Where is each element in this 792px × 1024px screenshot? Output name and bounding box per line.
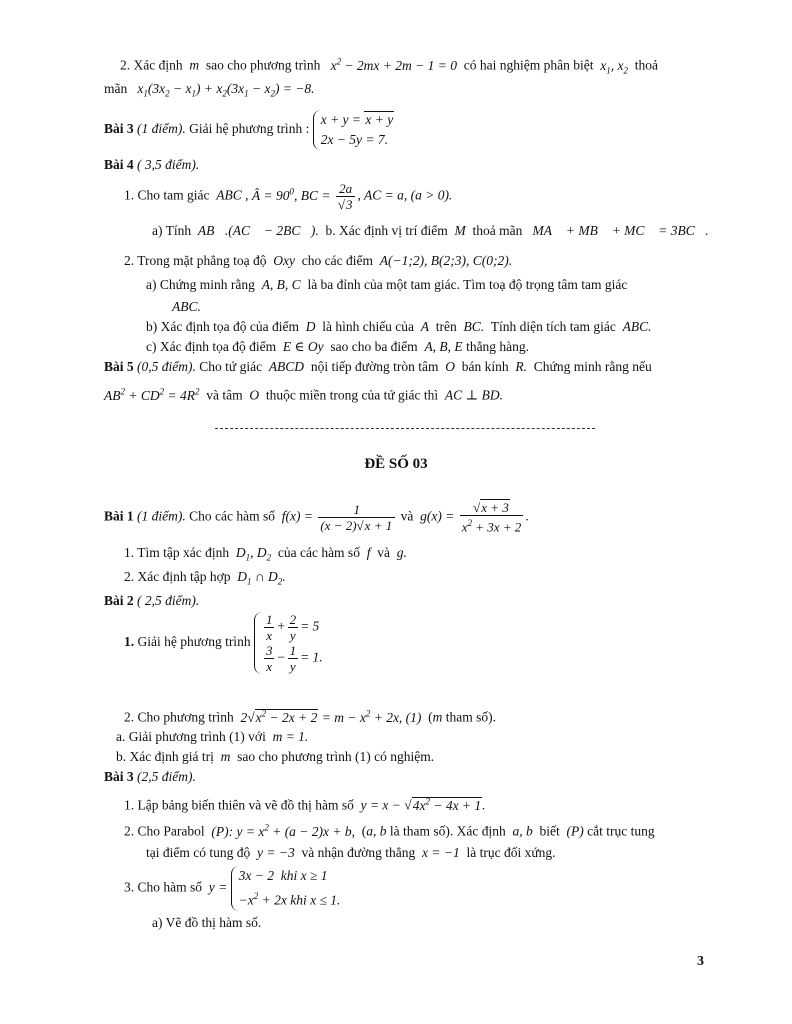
text: 1. Tìm tập xác định	[124, 545, 230, 560]
text: là tham số). Xác định	[389, 823, 506, 839]
q2-line2: mãn $x_1(3x_2 - x_1) + x_2(3x_1 - x_2) = -8$.	[104, 81, 315, 99]
text: a) Tính	[152, 223, 192, 238]
d2-a: a. Giải phương trình (1) với m = 1.	[116, 729, 309, 744]
text: và	[377, 545, 390, 560]
text: c) Xác định tọa độ điểm	[146, 339, 277, 354]
system-eq: $\frac{1}{x}$ + $\frac{2}{y}$ = 5 $\frac{3}{x}$ − $\frac{1}{y}$ = 1.	[254, 612, 323, 674]
system-eq: x + y = x + y 2x − 5y = 7.	[313, 110, 395, 150]
text: tham số).	[445, 709, 497, 725]
text: trên	[435, 319, 457, 334]
points: (1 điểm).	[137, 121, 186, 137]
d3-item3a	[152, 914, 261, 932]
text: Chứng minh rằng nếu	[533, 359, 652, 374]
text: a. Giải phương trình (1) với	[116, 729, 266, 744]
text: khi	[280, 868, 298, 883]
text: 3. Cho hàm số	[124, 879, 203, 895]
heading: Bài 4	[104, 157, 134, 172]
text: Giải hệ phương trình	[137, 634, 251, 650]
text: 2. Cho Parabol	[124, 823, 205, 839]
text: Tính diện tích tam giác	[490, 319, 616, 334]
text: cho các điểm	[301, 253, 373, 268]
d1-item2: 2. Xác định tập hợp $D_1$ ∩ $D_2$.	[124, 569, 286, 587]
bai4-a-cont: ABC.	[172, 299, 201, 314]
q2-line1: 2. Xác định m sao cho phương trình $x^2 - 2mx + 2m - 1 = 0$ có hai nghiệm phân biệt $x_1$, $x_2$ thoả	[120, 56, 658, 76]
text: thuộc miền trong của tứ giác thì	[265, 387, 439, 403]
piecewise-eq: 3x − 2 khi x ≥ 1 $-x^2 + 2x$ khi x ≤ 1.	[231, 866, 341, 911]
exam-title: ĐỀ SỐ 03	[364, 456, 428, 472]
text: nội tiếp đường tròn tâm	[310, 359, 439, 374]
d3-item2: 2. Cho Parabol (P): $y = x^2 + (a - 2)x + b$, (a, b là tham số). Xác định a, b biết (P) cắt trục tung	[124, 822, 655, 839]
heading: Bài 5	[104, 359, 134, 374]
bai4-b: b) Xác định tọa độ của điểm D là hình chiếu của A trên BC. Tính diện tích tam giác ABC.	[146, 319, 652, 334]
text: là trục đối xứng.	[466, 845, 556, 860]
bai3-line	[104, 110, 394, 150]
text: sao cho phương trình (1) có nghiệm.	[237, 749, 435, 764]
bai4-item2: 2. Trong mặt phẳng toạ độ Oxy cho các điểm A(−1;2), B(2;3), C(0;2).	[124, 253, 513, 268]
text: tại điểm có tung độ	[146, 845, 251, 860]
text: 1. Lập bảng biến thiên và vẽ đồ thị hàm số	[124, 797, 354, 813]
d1-line: Bài 1 (1 điểm). Cho các hàm số f(x) = $\frac{1}{(x - 2)√x + 1}$ và g(x) = $\frac{√x + 3}{x^2 + 3x + 2}$ .	[104, 500, 529, 535]
points: ( 3,5 điểm).	[137, 157, 200, 172]
text: Cho tứ giác	[199, 359, 263, 374]
bai4-item1: 1. Cho tam giác ABC , Â = $90^0$, BC = $\frac{2a}{√3}$ , AC = a, (a > 0).	[124, 180, 453, 212]
item-number: 2.	[120, 57, 131, 73]
text: Xác định	[133, 57, 183, 73]
points: ( 2,5 điểm).	[137, 593, 200, 608]
text: a) Chứng minh rằng	[146, 277, 255, 292]
d2-item1	[124, 612, 323, 674]
text: có hai nghiệm phân biệt	[463, 57, 594, 73]
text: và nhận đường thẳng	[301, 845, 416, 860]
points: (1 điểm).	[137, 508, 186, 524]
text: 2. Trong mặt phẳng toạ độ	[124, 253, 267, 268]
page-number: 3	[697, 954, 704, 969]
text: biết	[539, 823, 560, 839]
d3-item3: 3. Cho hàm số y = 3x − 2 khi x ≥ 1 $-x^2 + 2x$ khi x ≤ 1.	[124, 866, 340, 911]
text: là ba đỉnh của một tam giác. Tìm toạ độ trọng tâm tam giác	[307, 277, 628, 292]
d3-item2-cont: tại điểm có tung độ y = −3 và nhận đường thẳng x = −1 là trục đối xứng.	[146, 845, 556, 860]
text: b. Xác định giá trị	[116, 749, 214, 764]
text: bán kính	[461, 359, 509, 374]
text: b) Xác định tọa độ của điểm	[146, 319, 299, 334]
heading: Bài 3	[104, 121, 134, 137]
text: là hình chiếu của	[322, 319, 415, 334]
text: mãn	[104, 81, 128, 96]
text: sao cho phương trình	[205, 57, 321, 73]
text: a) Vẽ đồ thị hàm số.	[152, 915, 262, 930]
text: b. Xác định vị trí điểm	[325, 223, 448, 238]
bai5-line2: $AB^2 + CD^2 = 4R^2$ và tâm O thuộc miền trong của tứ giác thì AC ⊥ BD.	[104, 386, 503, 403]
d2-b: b. Xác định giá trị m sao cho phương trình (1) có nghiệm.	[116, 749, 435, 764]
text: thoả mãn	[472, 223, 523, 238]
bai4-item1a: a) Tính AB⃗.(AC⃗ − 2BC⃗). b. Xác định vị trí điểm M thoả mãn MA⃗ + MB⃗ + MC⃗ = 3BC⃗.	[152, 223, 709, 238]
bai4-a: a) Chứng minh rằng A, B, C là ba đỉnh của một tam giác. Tìm toạ độ trọng tâm tam giác	[146, 277, 628, 292]
item-number: 1.	[124, 634, 135, 650]
points: (0,5 điểm).	[137, 359, 196, 374]
heading: Bài 3	[104, 769, 134, 784]
points: (2,5 điểm).	[137, 769, 196, 784]
d2-item2: 2. Cho phương trình $2√x^2 - 2x + 2 = m - x^2 + 2x$, (1) (m tham số).	[124, 708, 497, 725]
text: thoả	[634, 57, 658, 73]
text: thẳng hàng.	[466, 339, 530, 354]
text: cắt trục tung	[587, 823, 655, 839]
text: và tâm	[206, 387, 243, 403]
text: Giải hệ phương trình :	[189, 121, 310, 137]
bai4-heading	[104, 156, 199, 174]
d2-heading	[104, 592, 199, 610]
heading: Bài 1	[104, 508, 134, 524]
d1-item1: 1. Tìm tập xác định $D_1$, $D_2$ của các hàm số f và g.	[124, 545, 407, 563]
bai4-c: c) Xác định tọa độ điểm E ∈ Oy sao cho ba điểm A, B, E thẳng hàng.	[146, 339, 530, 354]
bai5-line1: Bài 5 (0,5 điểm). Cho tứ giác ABCD nội tiếp đường tròn tâm O bán kính R. Chứng minh rằng nếu	[104, 359, 652, 374]
text: 1. Cho tam giác	[124, 187, 210, 203]
d3-item1: 1. Lập bảng biến thiên và vẽ đồ thị hàm số $y = x - √4x^2 - 4x + 1$.	[124, 796, 486, 813]
heading: Bài 2	[104, 593, 134, 608]
text: 2. Cho phương trình	[124, 709, 234, 725]
text: Cho các hàm số	[189, 508, 275, 524]
section-divider	[215, 428, 595, 429]
text: 2. Xác định tập hợp	[124, 569, 231, 584]
text: sao cho ba điểm	[330, 339, 418, 354]
text: và	[400, 508, 414, 524]
text: của các hàm số	[277, 545, 360, 560]
d3-heading	[104, 768, 196, 786]
